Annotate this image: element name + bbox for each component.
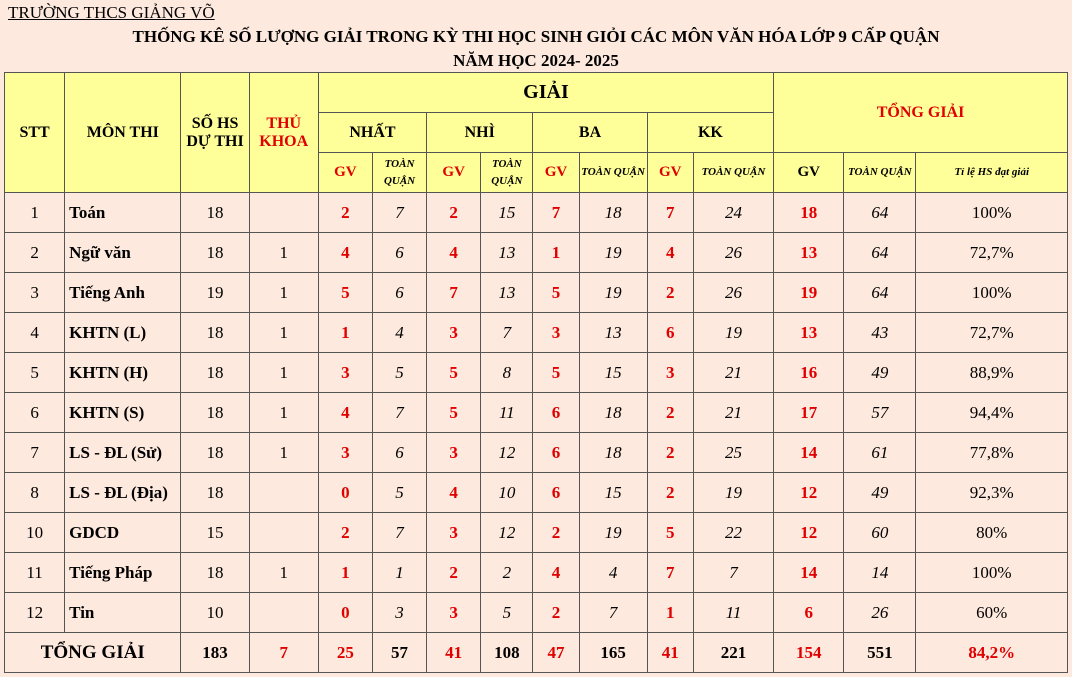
- row-subject: Ngữ văn: [65, 233, 181, 273]
- row-valedictorian: 1: [249, 353, 318, 393]
- row-third-gv: 4: [533, 553, 579, 593]
- row-second-district: 13: [481, 273, 533, 313]
- row-total-gv: 14: [774, 433, 844, 473]
- table-row: [5, 353, 1068, 393]
- row-ratio: 72,7%: [916, 313, 1068, 353]
- total-kk-district: 221: [693, 633, 773, 673]
- row-third-district: 15: [579, 473, 647, 513]
- row-kk-district: 21: [693, 353, 773, 393]
- row-second-district: 2: [481, 553, 533, 593]
- row-second-gv: 3: [427, 313, 481, 353]
- row-ratio: 100%: [916, 193, 1068, 233]
- row-second-gv: 4: [427, 233, 481, 273]
- row-stt: 1: [5, 193, 65, 233]
- row-first-district: 7: [372, 513, 426, 553]
- table-row: [5, 473, 1068, 513]
- row-first-gv: 0: [318, 593, 372, 633]
- row-kk-district: 21: [693, 393, 773, 433]
- row-first-district: 6: [372, 233, 426, 273]
- row-participants: 10: [181, 593, 249, 633]
- row-subject: GDCD: [65, 513, 181, 553]
- row-total-gv: 16: [774, 353, 844, 393]
- header-stt: STT: [5, 73, 65, 193]
- row-valedictorian: 1: [249, 313, 318, 353]
- row-kk-district: 19: [693, 313, 773, 353]
- row-subject: Toán: [65, 193, 181, 233]
- row-third-district: 15: [579, 353, 647, 393]
- row-participants: 18: [181, 313, 249, 353]
- total-first-district: 57: [372, 633, 426, 673]
- school-year: NĂM HỌC 2024- 2025: [453, 51, 619, 70]
- row-kk-district: 11: [693, 593, 773, 633]
- row-valedictorian: 1: [249, 273, 318, 313]
- row-kk-gv: 5: [647, 513, 693, 553]
- row-valedictorian: 1: [249, 233, 318, 273]
- row-valedictorian: [249, 593, 318, 633]
- row-first-gv: 3: [318, 353, 372, 393]
- row-stt: 2: [5, 233, 65, 273]
- row-total-district: 14: [844, 553, 916, 593]
- row-third-gv: 1: [533, 233, 579, 273]
- row-kk-district: 26: [693, 273, 773, 313]
- total-participants: 183: [181, 633, 249, 673]
- row-ratio: 92,3%: [916, 473, 1068, 513]
- row-participants: 18: [181, 433, 249, 473]
- row-ratio: 60%: [916, 593, 1068, 633]
- row-third-gv: 7: [533, 193, 579, 233]
- row-kk-district: 7: [693, 553, 773, 593]
- row-third-gv: 6: [533, 433, 579, 473]
- header-subject: MÔN THI: [65, 73, 181, 193]
- row-ratio: 100%: [916, 273, 1068, 313]
- row-participants: 18: [181, 353, 249, 393]
- row-subject: Tiếng Pháp: [65, 553, 181, 593]
- row-stt: 3: [5, 273, 65, 313]
- row-total-gv: 19: [774, 273, 844, 313]
- row-second-district: 8: [481, 353, 533, 393]
- total-ratio: 84,2%: [916, 633, 1068, 673]
- row-third-gv: 3: [533, 313, 579, 353]
- total-label: TỔNG GIẢI: [5, 633, 181, 673]
- row-second-gv: 5: [427, 353, 481, 393]
- row-third-district: 4: [579, 553, 647, 593]
- row-stt: 12: [5, 593, 65, 633]
- header-gv: GV: [318, 153, 372, 193]
- row-valedictorian: [249, 193, 318, 233]
- row-first-gv: 3: [318, 433, 372, 473]
- row-participants: 18: [181, 553, 249, 593]
- row-valedictorian: [249, 473, 318, 513]
- row-first-gv: 1: [318, 553, 372, 593]
- row-kk-gv: 2: [647, 393, 693, 433]
- row-kk-gv: 6: [647, 313, 693, 353]
- row-second-district: 15: [481, 193, 533, 233]
- total-valedictorian: 7: [249, 633, 318, 673]
- row-total-gv: 6: [774, 593, 844, 633]
- row-subject: KHTN (L): [65, 313, 181, 353]
- table-row: [5, 273, 1068, 313]
- total-all-gv: 154: [774, 633, 844, 673]
- row-kk-gv: 7: [647, 193, 693, 233]
- row-valedictorian: 1: [249, 393, 318, 433]
- row-total-gv: 14: [774, 553, 844, 593]
- row-total-district: 49: [844, 473, 916, 513]
- row-total-gv: 17: [774, 393, 844, 433]
- row-second-district: 12: [481, 433, 533, 473]
- header-first: NHẤT: [318, 113, 426, 153]
- row-total-gv: 13: [774, 233, 844, 273]
- row-total-gv: 12: [774, 513, 844, 553]
- row-kk-gv: 4: [647, 233, 693, 273]
- row-kk-district: 26: [693, 233, 773, 273]
- row-first-district: 5: [372, 473, 426, 513]
- school-name: TRƯỜNG THCS GIẢNG VÕ: [8, 3, 215, 22]
- row-total-gv: 12: [774, 473, 844, 513]
- header-consolation: KK: [647, 113, 773, 153]
- report-title: THỐNG KÊ SỐ LƯỢNG GIẢI TRONG KỲ THI HỌC SINH GIỎI CÁC MÔN VĂN HÓA LỚP 9 CẤP QUẬN: [132, 27, 940, 46]
- row-subject: KHTN (S): [65, 393, 181, 433]
- row-second-gv: 5: [427, 393, 481, 433]
- row-total-district: 43: [844, 313, 916, 353]
- row-third-district: 7: [579, 593, 647, 633]
- row-kk-gv: 2: [647, 273, 693, 313]
- row-valedictorian: 1: [249, 433, 318, 473]
- row-third-gv: 2: [533, 593, 579, 633]
- row-first-district: 3: [372, 593, 426, 633]
- row-subject: LS - ĐL (Địa): [65, 473, 181, 513]
- row-first-gv: 1: [318, 313, 372, 353]
- table-row: [5, 433, 1068, 473]
- row-total-district: 60: [844, 513, 916, 553]
- header-toan-quan: TOÀN QUẬN: [372, 153, 426, 193]
- row-third-gv: 6: [533, 393, 579, 433]
- row-second-gv: 3: [427, 513, 481, 553]
- row-third-district: 18: [579, 393, 647, 433]
- row-second-district: 11: [481, 393, 533, 433]
- header-valedictorian: THỦ KHOA: [249, 73, 318, 193]
- row-kk-district: 22: [693, 513, 773, 553]
- row-participants: 19: [181, 273, 249, 313]
- row-ratio: 72,7%: [916, 233, 1068, 273]
- header-gv: GV: [533, 153, 579, 193]
- header-total-prizes: TỔNG GIẢI: [774, 73, 1068, 153]
- row-second-gv: 2: [427, 553, 481, 593]
- header-gv: GV: [647, 153, 693, 193]
- row-participants: 15: [181, 513, 249, 553]
- table-row: [5, 393, 1068, 433]
- row-total-district: 26: [844, 593, 916, 633]
- row-first-district: 1: [372, 553, 426, 593]
- row-first-district: 5: [372, 353, 426, 393]
- row-second-district: 5: [481, 593, 533, 633]
- row-third-district: 19: [579, 233, 647, 273]
- results-table: [4, 72, 1068, 673]
- row-third-gv: 6: [533, 473, 579, 513]
- table-row: [5, 313, 1068, 353]
- row-subject: KHTN (H): [65, 353, 181, 393]
- row-second-gv: 2: [427, 193, 481, 233]
- row-stt: 4: [5, 313, 65, 353]
- header-prize: GIẢI: [318, 73, 773, 113]
- header-toan-quan: TOÀN QUẬN: [579, 153, 647, 193]
- row-total-district: 64: [844, 273, 916, 313]
- row-second-district: 7: [481, 313, 533, 353]
- row-ratio: 80%: [916, 513, 1068, 553]
- row-stt: 7: [5, 433, 65, 473]
- row-participants: 18: [181, 473, 249, 513]
- row-first-gv: 2: [318, 513, 372, 553]
- total-third-district: 165: [579, 633, 647, 673]
- row-total-district: 61: [844, 433, 916, 473]
- total-all-district: 551: [844, 633, 916, 673]
- total-first-gv: 25: [318, 633, 372, 673]
- row-second-gv: 7: [427, 273, 481, 313]
- row-third-gv: 2: [533, 513, 579, 553]
- row-first-district: 6: [372, 433, 426, 473]
- row-first-district: 7: [372, 193, 426, 233]
- row-total-gv: 18: [774, 193, 844, 233]
- report-header: [0, 0, 1072, 72]
- row-participants: 18: [181, 233, 249, 273]
- row-third-district: 18: [579, 433, 647, 473]
- row-subject: Tin: [65, 593, 181, 633]
- row-stt: 5: [5, 353, 65, 393]
- row-first-gv: 5: [318, 273, 372, 313]
- row-third-district: 19: [579, 273, 647, 313]
- row-second-gv: 3: [427, 593, 481, 633]
- row-participants: 18: [181, 393, 249, 433]
- total-row: [5, 633, 1068, 673]
- row-ratio: 88,9%: [916, 353, 1068, 393]
- row-first-district: 4: [372, 313, 426, 353]
- table-body: [5, 193, 1068, 633]
- row-ratio: 77,8%: [916, 433, 1068, 473]
- header-participants: SỐ HS DỰ THI: [181, 73, 249, 193]
- row-kk-gv: 3: [647, 353, 693, 393]
- row-third-district: 18: [579, 193, 647, 233]
- row-kk-gv: 1: [647, 593, 693, 633]
- header-gv: GV: [774, 153, 844, 193]
- row-first-district: 6: [372, 273, 426, 313]
- row-third-district: 13: [579, 313, 647, 353]
- row-kk-gv: 2: [647, 473, 693, 513]
- header-third: BA: [533, 113, 647, 153]
- row-stt: 8: [5, 473, 65, 513]
- row-total-gv: 13: [774, 313, 844, 353]
- table-row: [5, 233, 1068, 273]
- row-second-gv: 4: [427, 473, 481, 513]
- row-first-gv: 4: [318, 393, 372, 433]
- row-subject: Tiếng Anh: [65, 273, 181, 313]
- table-row: [5, 553, 1068, 593]
- total-third-gv: 47: [533, 633, 579, 673]
- table-row: [5, 193, 1068, 233]
- row-kk-district: 24: [693, 193, 773, 233]
- header-gv: GV: [427, 153, 481, 193]
- row-participants: 18: [181, 193, 249, 233]
- row-third-gv: 5: [533, 273, 579, 313]
- row-total-district: 64: [844, 233, 916, 273]
- table-row: [5, 593, 1068, 633]
- total-second-district: 108: [481, 633, 533, 673]
- row-subject: LS - ĐL (Sử): [65, 433, 181, 473]
- row-stt: 6: [5, 393, 65, 433]
- total-second-gv: 41: [427, 633, 481, 673]
- row-second-district: 10: [481, 473, 533, 513]
- row-ratio: 94,4%: [916, 393, 1068, 433]
- row-first-gv: 2: [318, 193, 372, 233]
- row-valedictorian: 1: [249, 553, 318, 593]
- header-ratio: Tỉ lệ HS đạt giải: [916, 153, 1068, 193]
- row-valedictorian: [249, 513, 318, 553]
- row-ratio: 100%: [916, 553, 1068, 593]
- row-total-district: 49: [844, 353, 916, 393]
- header-toan-quan: TOÀN QUẬN: [481, 153, 533, 193]
- row-first-district: 7: [372, 393, 426, 433]
- row-kk-gv: 7: [647, 553, 693, 593]
- total-kk-gv: 41: [647, 633, 693, 673]
- row-first-gv: 4: [318, 233, 372, 273]
- row-total-district: 64: [844, 193, 916, 233]
- row-second-gv: 3: [427, 433, 481, 473]
- row-kk-district: 25: [693, 433, 773, 473]
- header-second: NHÌ: [427, 113, 533, 153]
- row-total-district: 57: [844, 393, 916, 433]
- row-kk-district: 19: [693, 473, 773, 513]
- header-toan-quan: TOÀN QUẬN: [693, 153, 773, 193]
- row-second-district: 13: [481, 233, 533, 273]
- row-stt: 10: [5, 513, 65, 553]
- row-first-gv: 0: [318, 473, 372, 513]
- row-stt: 11: [5, 553, 65, 593]
- header-toan-quan: TOÀN QUẬN: [844, 153, 916, 193]
- row-third-gv: 5: [533, 353, 579, 393]
- row-kk-gv: 2: [647, 433, 693, 473]
- row-third-district: 19: [579, 513, 647, 553]
- table-row: [5, 513, 1068, 553]
- row-second-district: 12: [481, 513, 533, 553]
